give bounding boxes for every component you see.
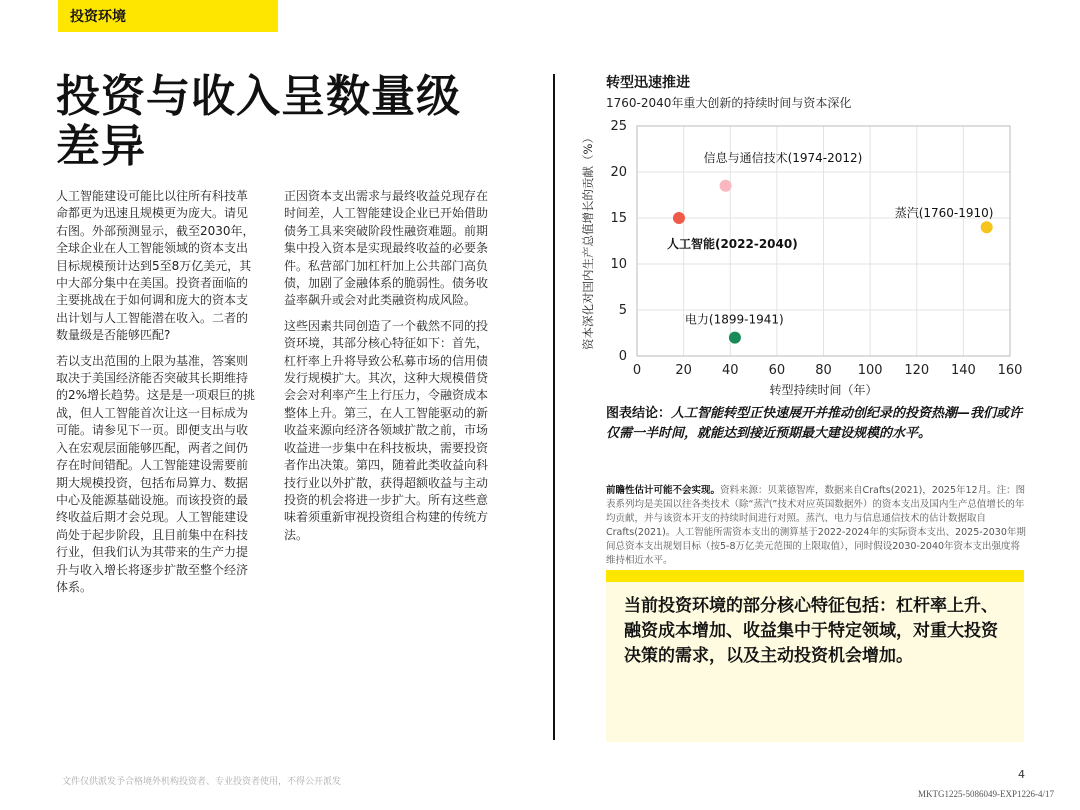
body-column-middle <box>284 188 496 552</box>
data-point <box>729 332 741 344</box>
y-axis-label: 资本深化对国内生产总值增长的贡献（%） <box>581 132 595 350</box>
y-tick-label: 5 <box>618 303 627 318</box>
scatter-chart <box>570 112 1030 398</box>
x-tick-label: 0 <box>632 363 642 378</box>
chart-subtitle: 1760-2040年重大创新的持续时间与资本深化 <box>606 96 852 110</box>
x-tick-label: 120 <box>904 363 930 378</box>
highlight-accent-bar <box>606 570 1024 582</box>
page-number: 4 <box>1018 768 1025 781</box>
y-tick-label: 0 <box>618 349 627 364</box>
note-disclaimer: 前瞻性估计可能不会实现。 <box>606 485 721 496</box>
conclusion-text: 人工智能转型正快速展开并推动创纪录的投资热潮—我们或许仅需一半时间，就能达到接近预期最大建设规模的水平。 <box>606 406 1023 441</box>
data-point <box>720 180 732 192</box>
body-paragraph: 正因资本支出需求与最终收益兑现存在时间差，人工智能建设企业已开始借助债务工具来突破阶段性融资难题。前期集中投入资本是实现最终收益的必要条件。私营部门加杠杆加上公共部门高负债，加剧了金融体系的脆弱性。债务收益率飙升或会对此类融资构成风险。 <box>284 189 489 308</box>
data-point-label: 信息与通信技术(1974-2012) <box>703 150 863 165</box>
body-paragraph: 人工智能建设可能比以往所有科技革命都更为迅速且规模更为庞大。请见右图。外部预测显示，截至2030年，全球企业在人工智能领域的资本支出目标规模预计达到5至8万亿美元，其中大部分集中在美国。投资者面临的主要挑战在于如何调和庞大的资本支出计划与人工智能潜在收入。二者的数量级是否能够匹配? <box>56 189 255 343</box>
highlight-box <box>606 582 1024 742</box>
y-tick-label: 15 <box>610 211 627 226</box>
section-tag: 投资环境 <box>58 0 278 32</box>
highlight-text: 当前投资环境的部分核心特征包括：杠杆率上升、融资成本增加、收益集中于特定领域，对重大投资决策的需求，以及主动投资机会增加。 <box>624 596 998 666</box>
body-paragraph: 若以支出范围的上限为基准，答案则取决于美国经济能否突破其长期维持的2%增长趋势。这是是一项艰巨的挑战，但人工智能首次让这一目标成为可能。请参见下一页。即便支出与收入在宏观层面能够匹配，两者之间仍存在时间错配。人工智能建设需要前期大规模投资，包括布局算力、数据中心及能源基础设施。而该投资的最终收益后期才会兑现。人工智能建设尚处于起步阶段，且目前集中在科技行业，但我们认为其带来的生产力提升与收入增长将逐步扩散至整个经济体系。 <box>56 353 256 594</box>
x-tick-label: 60 <box>768 363 786 378</box>
column-divider <box>553 74 555 740</box>
y-tick-label: 25 <box>610 119 627 134</box>
body-paragraph: 这些因素共同创造了一个截然不同的投资环境，其部分核心特征如下：首先，杠杆率上升将导致公私募市场的信用债发行规模扩大。其次，这种大规模借贷会会对利率产生上行压力，令融资成本整体上升。第三，在人工智能驱动的新收益来源向经济各领域扩散之前，市场收益进一步集中在科技板块，需要投资者作出决策。第四，随着此类收益向科技行业以外扩散，获得超额收益与主动投资的机会将进一步扩大。所有这些意味着须重新审视投资组合构建的传统方法。 <box>284 318 489 542</box>
data-point-label: 电力(1899-1941) <box>684 312 784 327</box>
x-axis-label: 转型持续时间（年） <box>769 383 878 397</box>
x-tick-label: 20 <box>675 363 692 378</box>
conclusion-label: 图表结论： <box>606 406 672 421</box>
footer-disclaimer: 文件仅供派发予合格境外机构投资者、专业投资者使用，不得公开派发 <box>62 777 342 787</box>
x-tick-label: 160 <box>997 363 1023 378</box>
data-point-label: 人工智能(2022-2040) <box>666 237 798 251</box>
body-column-left <box>56 188 256 604</box>
note-text: 资料来源：贝莱德智库，数据来自Crafts(2021)，2025年12月。注：图表系列均是美国以往各类技术（除“蒸汽”技术对应英国数据外）的资本支出及国内生产总值增长的年均贡献，并与该资本开支的持续时间进行对照。蒸汽、电力与信息通信技术的估计数据取自Crafts(2021)。人工智能所需资本支出的测算基于2022-2024年的实际资本支出、2025-2030年期间总资本支出规划目标（按5-8万亿美元范围的上限取值），同时假设2030-2040年资本支出强度将维持相近水平。 <box>606 485 1026 566</box>
source-note <box>606 484 1026 568</box>
data-point <box>673 212 685 224</box>
x-tick-label: 140 <box>950 363 976 378</box>
data-point-label: 蒸汽(1760-1910) <box>894 206 994 221</box>
x-tick-label: 80 <box>815 363 832 378</box>
y-tick-label: 20 <box>610 165 627 180</box>
chart-conclusion <box>606 404 1026 444</box>
chart-title: 转型迅速推进 <box>606 75 690 91</box>
page-headline: 投资与收入呈数量级差异 <box>56 71 461 172</box>
footer-code: MKTG1225-5086049-EXP1226-4/17 <box>918 789 1054 799</box>
data-point <box>981 221 993 233</box>
x-tick-label: 40 <box>721 363 739 378</box>
y-tick-label: 10 <box>610 257 627 272</box>
x-tick-label: 100 <box>857 363 883 378</box>
